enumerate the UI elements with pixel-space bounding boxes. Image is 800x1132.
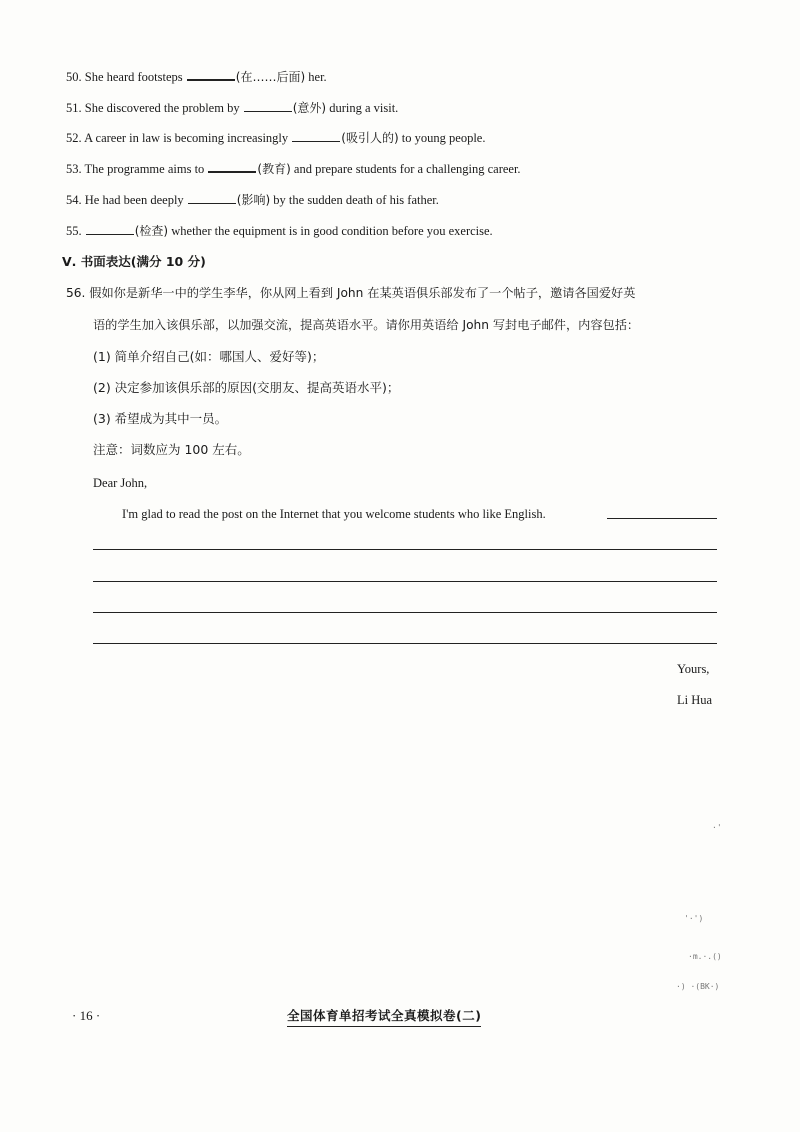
writing-line[interactable] [93, 581, 717, 582]
prompt-line-1: 56. 假如你是新华一中的学生李华，你从网上看到 John 在某英语俱乐部发布了一个帖子，邀请各国爱好英 [66, 286, 636, 300]
scan-mark: ·m.·.() [688, 952, 722, 961]
writing-line[interactable] [93, 643, 717, 644]
prompt-line-2: 语的学生加入该俱乐部，以加强交流，提高英语水平。请你用英语给 John 写封电子邮件，内容包括： [93, 318, 640, 332]
question-55: 55. (检查) whether the equipment is in good condition before you exercise. [66, 224, 493, 238]
answer-blank[interactable] [208, 160, 256, 173]
writing-line[interactable] [607, 518, 717, 519]
page-number: · 16 · [72, 1008, 101, 1023]
letter-opening: I'm glad to read the post on the Internet that you welcome students who like English. [122, 507, 546, 521]
scan-mark: '·') [684, 914, 704, 923]
scan-mark: ·) ·(BK·) [676, 982, 720, 991]
question-53: 53. The programme aims to (教育) and prepare students for a challenging career. [66, 162, 521, 176]
letter-signature: Li Hua [677, 693, 713, 707]
question-50: 50. She heard footsteps (在……后面) her. [66, 70, 327, 84]
writing-line[interactable] [93, 549, 717, 550]
requirement-2: (2) 决定参加该俱乐部的原因(交朋友、提高英语水平)； [93, 380, 400, 395]
answer-blank[interactable] [244, 100, 292, 112]
word-count-note: 注意：词数应为 100 左右。 [93, 442, 250, 457]
question-54: 54. He had been deeply (影响) by the sudden death of his father. [66, 193, 439, 207]
section-heading: Ⅴ. 书面表达(满分 10 分) [62, 254, 206, 269]
writing-line[interactable] [93, 612, 717, 613]
answer-blank[interactable] [188, 192, 236, 204]
question-52: 52. A career in law is becoming increasingly (吸引人的) to young people. [66, 131, 486, 145]
requirement-1: (1) 简单介绍自己(如：哪国人、爱好等)； [93, 349, 325, 364]
footer-title: 全国体育单招考试全真模拟卷(二) [287, 1006, 481, 1027]
question-51: 51. She discovered the problem by (意外) during a visit. [66, 101, 399, 115]
answer-blank[interactable] [86, 223, 134, 235]
letter-closing: Yours, [677, 662, 710, 676]
letter-greeting: Dear John, [93, 476, 148, 490]
answer-blank[interactable] [187, 68, 235, 81]
requirement-3: (3) 希望成为其中一员。 [93, 411, 228, 426]
scan-mark: ·' [712, 823, 722, 832]
answer-blank[interactable] [292, 130, 340, 142]
